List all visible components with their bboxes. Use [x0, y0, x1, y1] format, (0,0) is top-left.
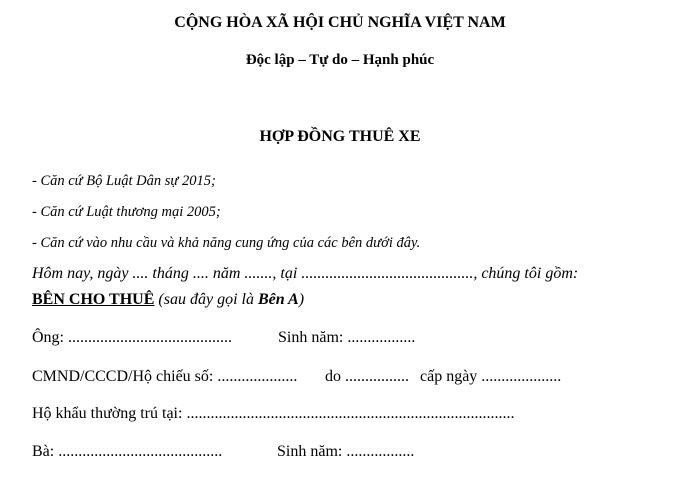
id-number-field: CMND/CCCD/Hộ chiếu số: ....................	[32, 368, 298, 385]
party-a-heading	[32, 291, 304, 309]
legal-basis-2: - Căn cứ Luật thương mại 2005;	[32, 204, 221, 220]
ba-field: Bà: .........................................	[32, 443, 223, 460]
legal-basis-1: - Căn cứ Bộ Luật Dân sự 2015;	[32, 173, 216, 189]
residence-field: Hộ khẩu thường trú tại: ..................................................................................	[32, 405, 515, 422]
party-a-title: BÊN CHO THUÊ	[32, 291, 155, 308]
ong-birth-field: Sinh năm: .................	[278, 329, 416, 346]
intro-line: Hôm nay, ngày .... tháng .... năm ......., tại ..........................................., chúng tôi gồm:	[32, 265, 579, 282]
id-issue-date-field: cấp ngày ....................	[420, 368, 562, 385]
document-title: HỢP ĐỒNG THUÊ XE	[259, 128, 421, 145]
motto: Độc lập – Tự do – Hạnh phúc	[245, 52, 435, 68]
party-a-note: (sau đây gọi là Bên A)	[158, 291, 305, 308]
ong-field: Ông: .........................................	[32, 329, 232, 346]
id-issuer-field: do ................	[325, 368, 409, 385]
legal-basis-3: - Căn cứ vào nhu cầu và khả năng cung ứng của các bên dưới đây.	[32, 235, 421, 251]
national-title: CỘNG HÒA XÃ HỘI CHỦ NGHĨA VIỆT NAM	[174, 14, 506, 31]
ba-birth-field: Sinh năm: .................	[277, 443, 415, 460]
